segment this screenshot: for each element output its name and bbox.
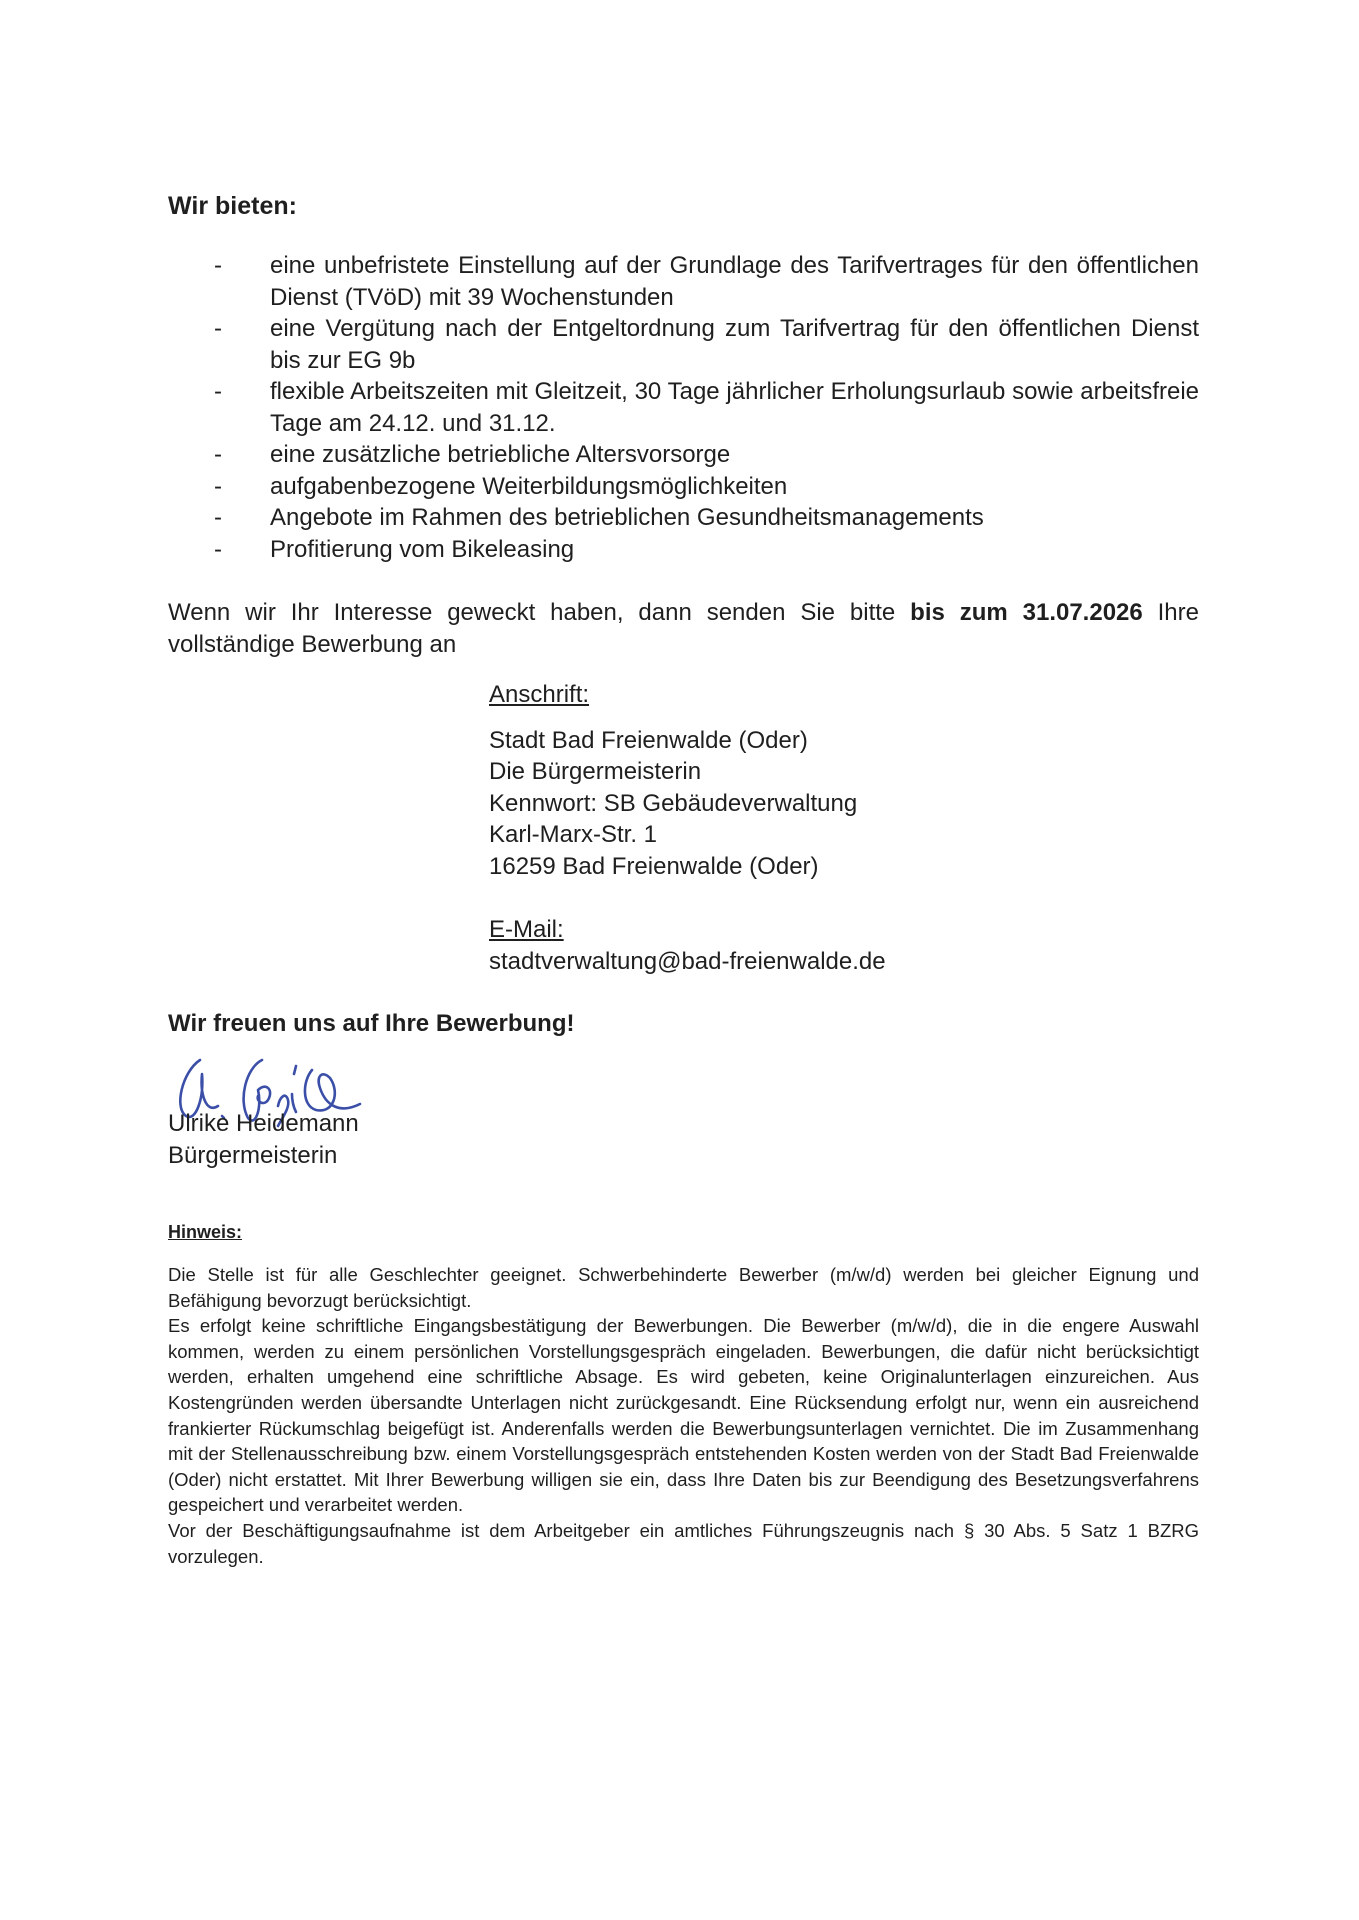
address-line: Karl-Marx-Str. 1 [489, 821, 658, 848]
bullet-dash: - [214, 535, 222, 563]
bullet-dash: - [214, 472, 222, 500]
list-item: - Angebote im Rahmen des betrieblichen Gesundheitsmanagements [168, 502, 1199, 534]
note-paragraph: Die Stelle ist für alle Geschlechter geeignet. Schwerbehinderte Bewerber (m/w/d) werden bei gleicher Eignung und Befähigung bevorzugt berücksichtigt. [168, 1264, 1199, 1311]
address-line: Die Bürgermeisterin [489, 758, 702, 785]
email-address: stadtverwaltung@bad-freienwalde.de [489, 947, 886, 975]
bullet-dash: - [214, 504, 222, 531]
email-label: E-Mail: [489, 916, 564, 943]
address-line: Kennwort: SB Gebäudeverwaltung [489, 789, 858, 817]
address-label: Anschrift: [489, 681, 590, 708]
address-block [489, 679, 886, 977]
offers-list [168, 250, 1199, 565]
application-intro: Wenn wir Ihr Interesse geweckt haben, dann senden Sie bitte bis zum 31.07.2026 Ihre vollständige Bewerbung an [168, 599, 1199, 658]
bullet-dash: - [214, 378, 222, 405]
note-title: Hinweis: [168, 1222, 243, 1242]
address-line: Stadt Bad Freienwalde (Oder) [489, 726, 808, 754]
list-item: - eine zusätzliche betriebliche Altersvorsorge [168, 439, 1199, 471]
note-paragraph: Es erfolgt keine schriftliche Eingangsbestätigung der Bewerbungen. Die Bewerber (m/w/d), die in die engere Auswahl kommen, werden zu einem persönlichen Vorstellungsgespräch eingeladen. Bewerbungen, die dafür nicht berücksichtigt werden, erhalten umgehend eine schriftliche Absage. Es wird gebeten, keine Originalunterlagen einzureichen. Aus Kostengründen werden übersandte Unterlagen nicht zurückgesandt. Eine Rücksendung erfolgt nur, wenn ein ausreichend frankierter Rückumschlag beigefügt ist. Anderenfalls werden die Bewerbungsunterlagen vernichtet. Die im Zusammenhang mit der Stellenausschreibung bzw. einem Vorstellungsgespräch entstehenden Kosten werden von der Stadt Bad Freienwalde (Oder) nicht erstattet. Mit Ihrer Bewerbung willigen sie ein, dass Ihre Daten bis zur Beendigung des Besetzungsverfahrens gespeichert und verarbeitet werden. [168, 1315, 1199, 1516]
offers-heading: Wir bieten: [168, 192, 297, 220]
signer-title: Bürgermeisterin [168, 1141, 338, 1169]
deadline: bis zum 31.07.2026 [910, 599, 1143, 626]
list-item: - eine unbefristete Einstellung auf der Grundlage des Tarifvertrages für den öffentlichen Dienst (TVöD) mit 39 Wochenstunden [168, 250, 1199, 313]
list-item: - flexible Arbeitszeiten mit Gleitzeit, 30 Tage jährlicher Erholungsurlaub sowie arbeitsfreie Tage am 24.12. und 31.12. [168, 376, 1199, 439]
list-item: - aufgabenbezogene Weiterbildungsmöglichkeiten [168, 471, 1199, 503]
bullet-dash: - [214, 252, 222, 279]
closing-line: Wir freuen uns auf Ihre Bewerbung! [168, 1010, 575, 1037]
signer-block [168, 1108, 1199, 1171]
bullet-dash: - [214, 315, 222, 342]
signer-name: Ulrike Heidemann [168, 1110, 359, 1137]
list-item: - Profitierung vom Bikeleasing [168, 534, 1199, 566]
address-line: 16259 Bad Freienwalde (Oder) [489, 852, 819, 880]
note-paragraph: Vor der Beschäftigungsaufnahme ist dem Arbeitgeber ein amtliches Führungszeugnis nach § 30 Abs. 5 Satz 1 BZRG vorzulegen. [168, 1519, 1199, 1567]
bullet-dash: - [214, 441, 222, 468]
list-item: - eine Vergütung nach der Entgeltordnung zum Tarifvertrag für den öffentlichen Dienst bis zur EG 9b [168, 313, 1199, 376]
note-body [168, 1262, 1199, 1569]
